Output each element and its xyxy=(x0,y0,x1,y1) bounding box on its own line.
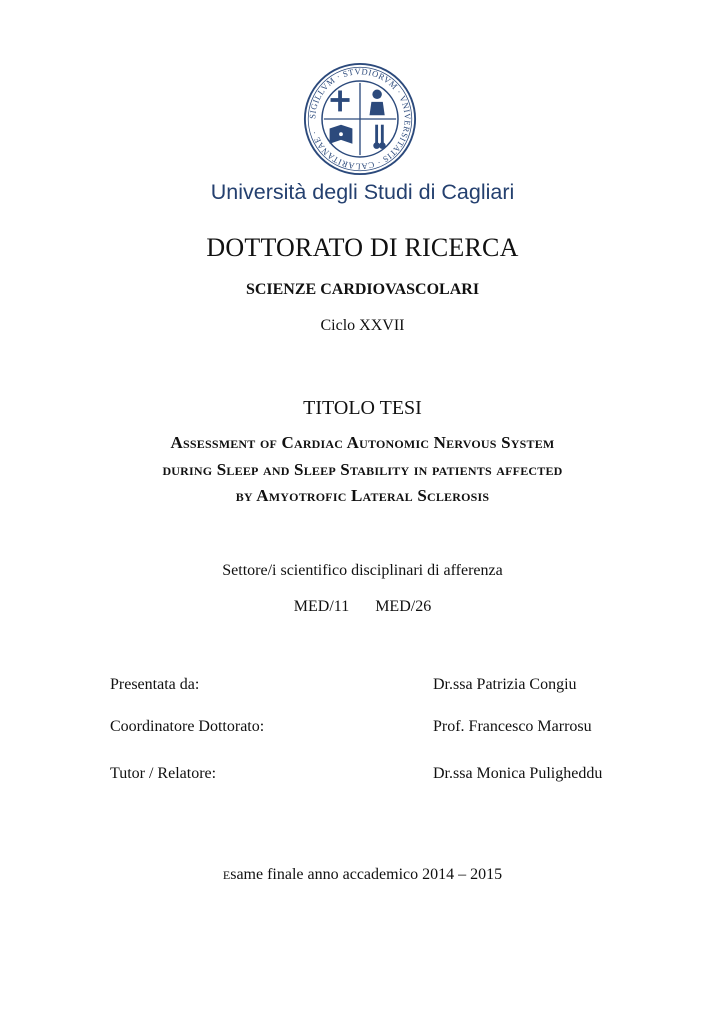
coordinator-name: Prof. Francesco Marrosu xyxy=(433,718,592,735)
exam-text: same finale anno accademico 2014 – 2015 xyxy=(230,866,503,883)
doctoral-school: SCIENZE CARDIOVASCOLARI xyxy=(245,281,480,298)
coordinator-role: Coordinatore Dottorato: xyxy=(110,718,265,735)
university-name: Università degli Studi di Cagliari xyxy=(210,180,515,204)
final-exam-line xyxy=(0,866,725,884)
sector-label: Settore/i scientifico disciplinari di afferenza xyxy=(222,562,503,579)
thesis-title-line: during Sleep and Sleep Stability in patients affected xyxy=(162,460,563,479)
tutor-name: Dr.ssa Monica Puligheddu xyxy=(433,765,603,782)
thesis-title-line: by Amyotrofic Lateral Sclerosis xyxy=(235,486,490,505)
thesis-title-heading: TITOLO TESI xyxy=(303,397,422,419)
presenter-role: Presentata da: xyxy=(110,676,200,693)
doctoral-cycle: Ciclo XXVII xyxy=(320,317,405,334)
tutor-role: Tutor / Relatore: xyxy=(110,765,217,782)
sector-codes xyxy=(0,598,725,616)
thesis-title-line: Assessment of Cardiac Autonomic Nervous System xyxy=(170,433,555,452)
doctorate-heading: DOTTORATO DI RICERCA xyxy=(206,233,519,262)
exam-initial: E xyxy=(222,868,231,882)
seal-motto: SIGILLVM · STVDIORVM · VNIVERSITATIS · CALARITANAE · xyxy=(307,66,413,172)
sector-code: MED/26 xyxy=(375,598,432,615)
university-seal-logo xyxy=(303,62,417,176)
presenter-name: Dr.ssa Patrizia Congiu xyxy=(433,676,577,693)
sector-code: MED/11 xyxy=(293,598,350,615)
